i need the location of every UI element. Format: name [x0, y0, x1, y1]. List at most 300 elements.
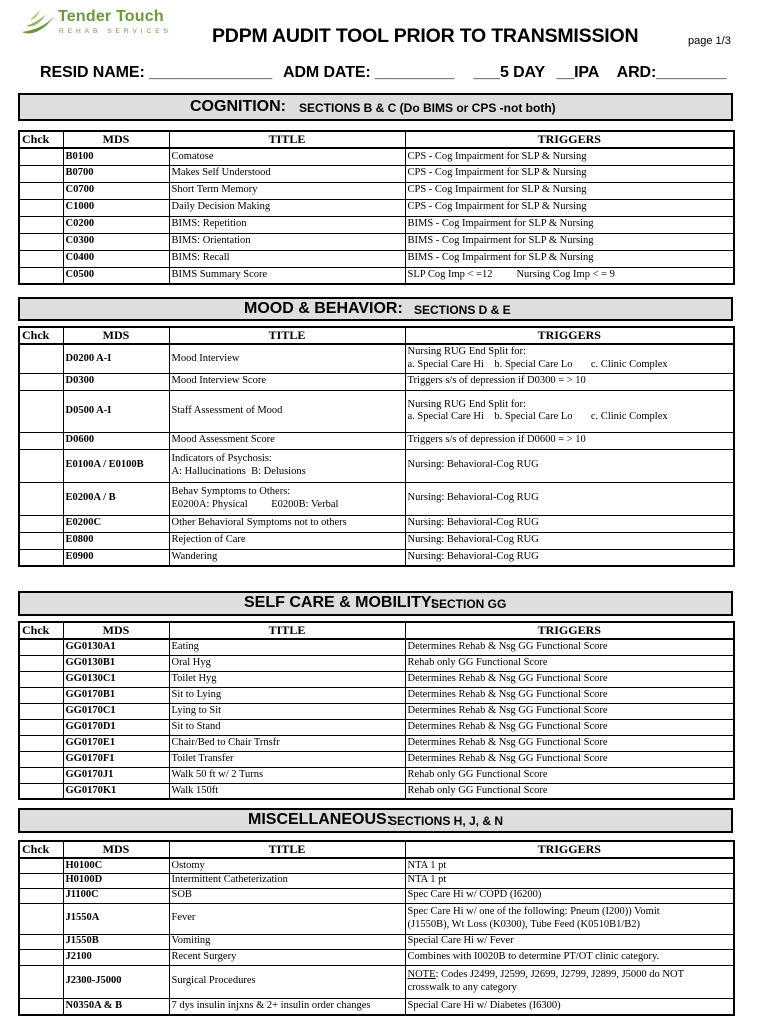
- section-title: MOOD & BEHAVIOR:: [244, 300, 403, 317]
- mds-code: GG0170E1: [63, 735, 169, 751]
- trigger-cell: [405, 182, 734, 199]
- trigger-cell: [405, 858, 734, 873]
- resident-info-line: [40, 64, 734, 82]
- mds-code: C0400: [63, 250, 169, 267]
- mds-code: D0500 A-I: [63, 390, 169, 432]
- check-column-header: Chck: [19, 841, 63, 858]
- title-text: Mood Interview: [171, 352, 240, 364]
- title-text: Fever: [171, 912, 196, 924]
- check-cell[interactable]: [19, 182, 63, 199]
- title-column-header: TITLE: [169, 841, 405, 858]
- mds-code: C0500: [63, 267, 169, 284]
- item-title: [169, 735, 405, 751]
- trigger-cell: [405, 767, 734, 783]
- table-row: [19, 934, 734, 949]
- mds-code: J2100: [63, 949, 169, 965]
- title-text: Rejection of Care: [171, 534, 246, 546]
- mds-code: D0600: [63, 432, 169, 449]
- check-cell[interactable]: [19, 998, 63, 1015]
- mds-code: C0200: [63, 216, 169, 233]
- trigger-text: Determines Rehab & Nsg GG Functional Score: [407, 736, 608, 748]
- mds-code: C0700: [63, 182, 169, 199]
- section-subtitle: SECTIONS H, J, & N: [389, 814, 504, 828]
- trigger-text-2: Nursing Cog Imp < = 9: [516, 269, 615, 280]
- check-cell[interactable]: [19, 873, 63, 888]
- mds-column-header: MDS: [63, 841, 169, 858]
- section-title: COGNITION:: [190, 98, 286, 115]
- ipa-field[interactable]: __IPA: [556, 64, 600, 81]
- trigger-cell: [405, 267, 734, 284]
- title-text: Sit to Lying: [171, 688, 222, 700]
- check-column-header: Chck: [19, 131, 63, 148]
- adm-date-field[interactable]: ADM DATE: _________: [282, 64, 455, 81]
- item-title: [169, 858, 405, 873]
- trigger-text: Nursing: Behavioral-Cog RUG: [407, 534, 539, 546]
- title-text: BIMS: Recall: [171, 252, 230, 264]
- trigger-text: CPS - Cog Impairment for SLP & Nursing: [407, 150, 587, 162]
- mds-code: N0350A & B: [63, 998, 169, 1015]
- table-header-row: [19, 327, 734, 344]
- table-row: [19, 390, 734, 432]
- item-title: [169, 949, 405, 965]
- trigger-cell: [405, 703, 734, 719]
- check-cell[interactable]: [19, 148, 63, 165]
- check-cell[interactable]: [19, 216, 63, 233]
- table-row: [19, 751, 734, 767]
- check-cell[interactable]: [19, 888, 63, 903]
- title-text: Mood Assessment Score: [171, 434, 275, 446]
- table-row: [19, 639, 734, 655]
- check-cell[interactable]: [19, 432, 63, 449]
- check-cell[interactable]: [19, 165, 63, 182]
- table-row: [19, 888, 734, 903]
- item-title: [169, 182, 405, 199]
- title-text: Surgical Procedures: [171, 975, 256, 987]
- mds-code: J1550B: [63, 934, 169, 949]
- title-column-header: TITLE: [169, 622, 405, 639]
- table-row: [19, 482, 734, 515]
- mds-code: C0300: [63, 233, 169, 250]
- item-title: [169, 250, 405, 267]
- trigger-cell: [405, 965, 734, 998]
- trigger-cell: [405, 719, 734, 735]
- trigger-text: Spec Care Hi w/ COPD (I6200): [407, 889, 542, 901]
- check-cell[interactable]: [19, 250, 63, 267]
- mds-column-header: MDS: [63, 327, 169, 344]
- mds-code: GG0130C1: [63, 671, 169, 687]
- mds-code: E0900: [63, 549, 169, 566]
- table-row: [19, 671, 734, 687]
- page-number: page 1/3: [688, 35, 731, 47]
- table-row: [19, 549, 734, 566]
- mds-code: GG0170B1: [63, 687, 169, 703]
- title-text: BIMS: Repetition: [171, 218, 247, 230]
- trigger-text: Triggers s/s of depression if D0300 = > 10: [407, 375, 586, 387]
- title-text: Lying to Sit: [171, 704, 222, 716]
- mds-code: J1100C: [63, 888, 169, 903]
- triggers-column-header: TRIGGERS: [405, 131, 734, 148]
- mds-code: GG0170C1: [63, 703, 169, 719]
- trigger-text: Determines Rehab & Nsg GG Functional Score: [407, 720, 608, 732]
- check-cell[interactable]: [19, 751, 63, 767]
- trigger-text: BIMS - Cog Impairment for SLP & Nursing: [407, 235, 594, 247]
- check-cell[interactable]: [19, 373, 63, 390]
- table-row: [19, 373, 734, 390]
- table-row: [19, 735, 734, 751]
- trigger-cell: [405, 751, 734, 767]
- trigger-text: Rehab only GG Functional Score: [407, 768, 548, 780]
- selfcare-table: [18, 621, 735, 800]
- trigger-text: Special Care Hi w/ Diabetes (I6300): [407, 1000, 561, 1011]
- item-title: [169, 549, 405, 566]
- title-text: Walk 150ft: [171, 784, 219, 796]
- trigger-cell: [405, 148, 734, 165]
- check-column-header: Chck: [19, 622, 63, 639]
- mds-code: H0100D: [63, 873, 169, 888]
- check-cell[interactable]: [19, 735, 63, 751]
- table-row: [19, 250, 734, 267]
- table-row: [19, 449, 734, 482]
- item-title: [169, 719, 405, 735]
- item-title: [169, 515, 405, 532]
- trigger-cell: [405, 515, 734, 532]
- trigger-text-line2: a. Special Care Hi b. Special Care Lo c. Clinic Complex: [407, 358, 668, 370]
- check-cell[interactable]: [19, 549, 63, 566]
- trigger-text: : Codes J2499, J2599, J2699, J2799, J2899, J5000 do NOT: [435, 969, 685, 980]
- table-row: [19, 903, 734, 934]
- table-row: [19, 344, 734, 373]
- trigger-text-line2: (J1550B), Wt Loss (K0300), Tube Feed (K0510B1/B2): [407, 918, 641, 930]
- trigger-text: CPS - Cog Impairment for SLP & Nursing: [407, 184, 587, 196]
- title-text: Vomiting: [171, 935, 211, 947]
- trigger-text: Determines Rehab & Nsg GG Functional Score: [407, 641, 608, 652]
- table-row: [19, 873, 734, 888]
- item-title: [169, 767, 405, 783]
- trigger-text: BIMS - Cog Impairment for SLP & Nursing: [407, 218, 594, 230]
- item-title: [169, 344, 405, 373]
- table-row: [19, 216, 734, 233]
- note-label: NOTE: [407, 969, 436, 980]
- triggers-column-header: TRIGGERS: [405, 622, 734, 639]
- trigger-cell: [405, 735, 734, 751]
- cognition-section-header: [18, 93, 733, 121]
- title-text: Chair/Bed to Chair Trnsfr: [171, 736, 280, 748]
- mood-section-header: [18, 297, 733, 321]
- mds-code: E0100A / E0100B: [63, 449, 169, 482]
- section-title: SELF CARE & MOBILITY:: [244, 594, 436, 611]
- trigger-cell: [405, 687, 734, 703]
- item-title: [169, 532, 405, 549]
- check-cell[interactable]: [19, 267, 63, 284]
- item-title: [169, 873, 405, 888]
- misc-table: [18, 840, 735, 1016]
- mds-code: GG0170K1: [63, 783, 169, 799]
- trigger-text: Spec Care Hi w/ one of the following: Pneum (I200)) Vomit: [407, 906, 660, 917]
- section-subtitle: SECTIONS D & E: [414, 303, 511, 317]
- item-title: [169, 639, 405, 655]
- item-title: [169, 655, 405, 671]
- check-cell[interactable]: [19, 515, 63, 532]
- item-title: [169, 703, 405, 719]
- trigger-cell: [405, 390, 734, 432]
- trigger-text: Nursing: Behavioral-Cog RUG: [407, 459, 539, 471]
- title-text-line2: A: Hallucinations B: Delusions: [171, 465, 306, 477]
- check-column-header: Chck: [19, 327, 63, 344]
- trigger-text: Nursing: Behavioral-Cog RUG: [407, 517, 539, 529]
- mds-code: E0200C: [63, 515, 169, 532]
- title-column-header: TITLE: [169, 131, 405, 148]
- section-subtitle: SECTIONS B & C (Do BIMS or CPS -not both): [299, 101, 556, 115]
- title-text: Recent Surgery: [171, 950, 237, 962]
- trigger-text: BIMS - Cog Impairment for SLP & Nursing: [407, 252, 594, 264]
- trigger-text: Rehab only GG Functional Score: [407, 656, 548, 668]
- trigger-text-line2: a. Special Care Hi b. Special Care Lo c. Clinic Complex: [407, 411, 668, 422]
- trigger-cell: [405, 233, 734, 250]
- check-cell[interactable]: [19, 655, 63, 671]
- title-text: BIMS: Orientation: [171, 235, 251, 247]
- check-cell[interactable]: [19, 965, 63, 998]
- title-text: Other Behavioral Symptoms not to others: [171, 517, 347, 529]
- trigger-text: Nursing: Behavioral-Cog RUG: [407, 492, 539, 504]
- trigger-cell: [405, 216, 734, 233]
- check-cell[interactable]: [19, 199, 63, 216]
- title-text: Comatose: [171, 150, 214, 162]
- item-title: [169, 965, 405, 998]
- trigger-text: SLP Cog Imp < =12: [407, 269, 493, 280]
- mood-table: [18, 326, 735, 567]
- mds-column-header: MDS: [63, 131, 169, 148]
- section-title: MISCELLANEOUS:: [248, 811, 392, 828]
- logo-subtitle: REHAB SERVICES: [59, 28, 172, 35]
- item-title: [169, 998, 405, 1015]
- table-row: [19, 182, 734, 199]
- check-cell[interactable]: [19, 719, 63, 735]
- title-text: Behav Symptoms to Others:: [171, 486, 291, 497]
- title-column-header: TITLE: [169, 327, 405, 344]
- item-title: [169, 671, 405, 687]
- trigger-text: Triggers s/s of depression if D0600 = > 10: [407, 434, 586, 446]
- table-row: [19, 233, 734, 250]
- trigger-cell: [405, 532, 734, 549]
- check-cell[interactable]: [19, 671, 63, 687]
- title-text: Makes Self Understood: [171, 167, 271, 179]
- item-title: [169, 199, 405, 216]
- mds-code: GG0170F1: [63, 751, 169, 767]
- resid-name-field[interactable]: RESID NAME: ______________: [40, 64, 273, 81]
- trigger-text: Special Care Hi w/ Fever: [407, 935, 514, 947]
- item-title: [169, 783, 405, 799]
- trigger-text: Determines Rehab & Nsg GG Functional Score: [407, 688, 608, 700]
- check-cell[interactable]: [19, 858, 63, 873]
- table-row: [19, 655, 734, 671]
- table-row: [19, 532, 734, 549]
- item-title: [169, 390, 405, 432]
- table-row: [19, 783, 734, 799]
- cognition-table: [18, 130, 735, 285]
- trigger-cell: [405, 934, 734, 949]
- table-row: [19, 949, 734, 965]
- trigger-text: Determines Rehab & Nsg GG Functional Score: [407, 704, 608, 716]
- trigger-cell: [405, 639, 734, 655]
- ard-field[interactable]: ARD:________: [616, 64, 727, 81]
- logo-name: Tender Touch: [58, 8, 164, 25]
- title-text: Toilet Hyg: [171, 672, 217, 684]
- table-row: [19, 432, 734, 449]
- title-text: Daily Decision Making: [171, 201, 271, 213]
- title-text: Short Term Memory: [171, 184, 258, 196]
- page-title: PDPM AUDIT TOOL PRIOR TO TRANSMISSION: [212, 25, 639, 47]
- misc-section-header: [18, 808, 733, 833]
- trigger-cell: [405, 998, 734, 1015]
- trigger-text: Rehab only GG Functional Score: [407, 784, 548, 796]
- title-text: Intermittent Catheterization: [171, 874, 288, 886]
- trigger-cell: [405, 344, 734, 373]
- trigger-text: NTA 1 pt: [407, 859, 447, 871]
- title-text: Wandering: [171, 551, 218, 562]
- title-text: BIMS Summary Score: [171, 269, 268, 280]
- trigger-cell: [405, 671, 734, 687]
- selfcare-section-header: [18, 591, 733, 616]
- trigger-text: Nursing RUG End Split for:: [407, 398, 526, 410]
- mds-code: GG0170J1: [63, 767, 169, 783]
- trigger-cell: [405, 783, 734, 799]
- title-text: Indicators of Psychosis:: [171, 453, 272, 464]
- mds-code: B0700: [63, 165, 169, 182]
- item-title: [169, 449, 405, 482]
- mds-code: GG0130A1: [63, 639, 169, 655]
- item-title: [169, 687, 405, 703]
- item-title: [169, 888, 405, 903]
- triggers-column-header: TRIGGERS: [405, 327, 734, 344]
- leaf-swoosh-icon: [20, 8, 56, 38]
- table-row: [19, 703, 734, 719]
- item-title: [169, 903, 405, 934]
- trigger-cell: [405, 873, 734, 888]
- table-header-row: [19, 131, 734, 148]
- mds-code: C1000: [63, 199, 169, 216]
- five-day-field[interactable]: ___5 DAY: [473, 64, 546, 81]
- mds-code: GG0130B1: [63, 655, 169, 671]
- company-logo: [20, 6, 170, 40]
- table-row: [19, 767, 734, 783]
- title-text: 7 dys insulin injxns & 2+ insulin order changes: [171, 1000, 371, 1011]
- trigger-cell: [405, 949, 734, 965]
- mds-code: E0800: [63, 532, 169, 549]
- title-text: Mood Interview Score: [171, 375, 266, 387]
- check-cell[interactable]: [19, 482, 63, 515]
- trigger-cell: [405, 549, 734, 566]
- check-cell[interactable]: [19, 390, 63, 432]
- item-title: [169, 432, 405, 449]
- table-row: [19, 267, 734, 284]
- title-text: Eating: [171, 641, 199, 652]
- trigger-text: Combines with I0020B to determine PT/OT clinic category.: [407, 950, 660, 962]
- item-title: [169, 216, 405, 233]
- trigger-cell: [405, 165, 734, 182]
- title-text-line2: E0200A: Physical E0200B: Verbal: [171, 498, 339, 510]
- trigger-text: Nursing: Behavioral-Cog RUG: [407, 551, 539, 562]
- check-cell[interactable]: [19, 233, 63, 250]
- trigger-cell: [405, 250, 734, 267]
- check-cell[interactable]: [19, 687, 63, 703]
- mds-code: J1550A: [63, 903, 169, 934]
- mds-column-header: MDS: [63, 622, 169, 639]
- trigger-cell: [405, 373, 734, 390]
- mds-code: B0100: [63, 148, 169, 165]
- trigger-text: CPS - Cog Impairment for SLP & Nursing: [407, 167, 587, 179]
- table-row: [19, 965, 734, 998]
- title-text: Walk 50 ft w/ 2 Turns: [171, 768, 264, 780]
- table-row: [19, 687, 734, 703]
- trigger-text: Determines Rehab & Nsg GG Functional Score: [407, 672, 608, 684]
- title-text: SOB: [171, 889, 192, 901]
- check-cell[interactable]: [19, 344, 63, 373]
- trigger-cell: [405, 432, 734, 449]
- table-row: [19, 165, 734, 182]
- trigger-text: NTA 1 pt: [407, 874, 447, 886]
- table-row: [19, 858, 734, 873]
- table-row: [19, 148, 734, 165]
- trigger-text-line2: crosswalk to any category: [407, 981, 517, 993]
- trigger-cell: [405, 449, 734, 482]
- mds-code: E0200A / B: [63, 482, 169, 515]
- title-text: Ostomy: [171, 859, 205, 871]
- trigger-text: Determines Rehab & Nsg GG Functional Score: [407, 752, 608, 764]
- table-header-row: [19, 622, 734, 639]
- item-title: [169, 482, 405, 515]
- table-row: [19, 515, 734, 532]
- title-text: Sit to Stand: [171, 720, 221, 732]
- item-title: [169, 267, 405, 284]
- item-title: [169, 373, 405, 390]
- item-title: [169, 148, 405, 165]
- table-header-row: [19, 841, 734, 858]
- check-cell[interactable]: [19, 703, 63, 719]
- check-cell[interactable]: [19, 532, 63, 549]
- check-cell[interactable]: [19, 767, 63, 783]
- mds-code: GG0170D1: [63, 719, 169, 735]
- trigger-text: Nursing RUG End Split for:: [407, 346, 526, 358]
- section-subtitle: SECTION GG: [431, 597, 507, 611]
- title-text: Staff Assessment of Mood: [171, 404, 283, 416]
- check-cell[interactable]: [19, 934, 63, 949]
- title-text: Oral Hyg: [171, 656, 211, 668]
- table-row: [19, 719, 734, 735]
- item-title: [169, 751, 405, 767]
- trigger-cell: [405, 903, 734, 934]
- trigger-cell: [405, 482, 734, 515]
- check-cell[interactable]: [19, 783, 63, 799]
- trigger-cell: [405, 655, 734, 671]
- item-title: [169, 233, 405, 250]
- check-cell[interactable]: [19, 449, 63, 482]
- check-cell[interactable]: [19, 949, 63, 965]
- mds-code: D0300: [63, 373, 169, 390]
- table-row: [19, 998, 734, 1015]
- title-text: Toilet Transfer: [171, 752, 234, 764]
- trigger-cell: [405, 199, 734, 216]
- triggers-column-header: TRIGGERS: [405, 841, 734, 858]
- table-row: [19, 199, 734, 216]
- check-cell[interactable]: [19, 903, 63, 934]
- mds-code: D0200 A-I: [63, 344, 169, 373]
- trigger-cell: [405, 888, 734, 903]
- check-cell[interactable]: [19, 639, 63, 655]
- mds-code: J2300-J5000: [63, 965, 169, 998]
- mds-code: H0100C: [63, 858, 169, 873]
- item-title: [169, 934, 405, 949]
- trigger-text: CPS - Cog Impairment for SLP & Nursing: [407, 201, 587, 213]
